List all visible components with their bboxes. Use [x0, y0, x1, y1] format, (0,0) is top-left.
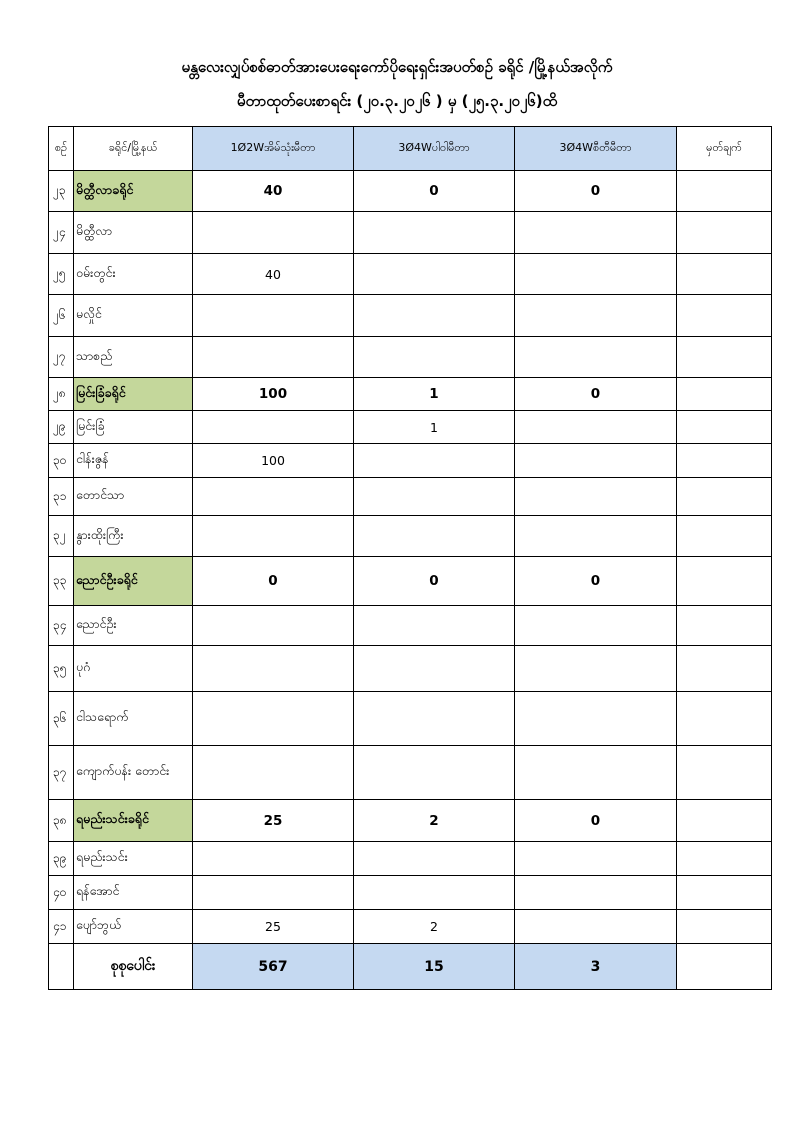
row-col2	[354, 842, 515, 876]
row-number: ၂၄	[49, 212, 74, 254]
header-name: ခရိုင်/မြို့နယ်	[74, 127, 193, 171]
row-col3	[515, 295, 677, 337]
total-col2: 15	[354, 944, 515, 990]
row-number: ၃၂	[49, 516, 74, 557]
township-row	[49, 842, 772, 876]
row-col3	[515, 444, 677, 478]
row-number: ၃၄	[49, 606, 74, 646]
row-col2	[354, 212, 515, 254]
row-remark	[677, 800, 772, 842]
row-col1: 0	[193, 557, 354, 606]
row-name: သာစည်	[74, 337, 193, 378]
township-row	[49, 444, 772, 478]
row-col2	[354, 444, 515, 478]
row-col3	[515, 692, 677, 746]
row-col1	[193, 876, 354, 910]
row-col3	[515, 646, 677, 692]
row-col2: 0	[354, 557, 515, 606]
row-col1	[193, 692, 354, 746]
row-remark	[677, 516, 772, 557]
row-col2	[354, 295, 515, 337]
row-number: ၃၈	[49, 800, 74, 842]
row-number: ၃၅	[49, 646, 74, 692]
township-row	[49, 692, 772, 746]
row-col3	[515, 411, 677, 444]
row-name: ရမည်းသင်း	[74, 842, 193, 876]
header-col1: 1Ø2Wအိမ်သုံးမီတာ	[193, 127, 354, 171]
row-col1: 40	[193, 254, 354, 295]
row-name: မိတ္ထီလာ	[74, 212, 193, 254]
row-number: ၂၉	[49, 411, 74, 444]
row-col3	[515, 516, 677, 557]
row-col2: 1	[354, 378, 515, 411]
row-name: မြင်းခြံ	[74, 411, 193, 444]
row-col3	[515, 876, 677, 910]
row-remark	[677, 842, 772, 876]
row-remark	[677, 295, 772, 337]
row-col2	[354, 746, 515, 800]
row-col3	[515, 478, 677, 516]
header-col2: 3Ø4Wပါဝါမီတာ	[354, 127, 515, 171]
row-number: ၃၉	[49, 842, 74, 876]
district-row	[49, 557, 772, 606]
row-number: ၃၀	[49, 444, 74, 478]
row-col3: 0	[515, 171, 677, 212]
township-row	[49, 516, 772, 557]
row-col3	[515, 842, 677, 876]
row-number: ၂၆	[49, 295, 74, 337]
township-row	[49, 876, 772, 910]
row-col1: 25	[193, 910, 354, 944]
row-col2	[354, 876, 515, 910]
row-col1	[193, 337, 354, 378]
row-col3	[515, 212, 677, 254]
row-col2	[354, 337, 515, 378]
row-name: ဝမ်းတွင်း	[74, 254, 193, 295]
row-name: ငါန်းဇွန်	[74, 444, 193, 478]
row-name: ပျော်ဘွယ်	[74, 910, 193, 944]
total-row	[49, 944, 772, 990]
total-col3: 3	[515, 944, 677, 990]
report-subtitle: မီတာထုတ်ပေးစာရင်း (၂၀.၃.၂၀၂၆ ) မှ (၂၅.၃.၂၀၂၆)ထိ	[236, 92, 558, 110]
row-name: တောင်သာ	[74, 478, 193, 516]
row-remark	[677, 212, 772, 254]
row-remark	[677, 171, 772, 212]
row-col1	[193, 842, 354, 876]
row-remark	[677, 337, 772, 378]
row-col2: 1	[354, 411, 515, 444]
report-title: မန္တလေးလျှပ်စစ်ဓာတ်အားပေးရေးကော်ပိုရေးရှင်းအပတ်စဉ် ခရိုင် /မြို့နယ်အလိုက်	[181, 58, 613, 76]
row-name: ရန်အောင်	[74, 876, 193, 910]
row-col2	[354, 478, 515, 516]
township-row	[49, 212, 772, 254]
row-name: ကျောက်ပန်း တောင်း	[74, 746, 193, 800]
header-no: စဉ်	[49, 127, 74, 171]
district-row	[49, 378, 772, 411]
township-row	[49, 337, 772, 378]
total-remark	[677, 944, 772, 990]
row-remark	[677, 606, 772, 646]
township-row	[49, 411, 772, 444]
row-col2	[354, 692, 515, 746]
township-row	[49, 910, 772, 944]
row-col1: 40	[193, 171, 354, 212]
row-col1: 100	[193, 444, 354, 478]
row-remark	[677, 557, 772, 606]
row-col1	[193, 646, 354, 692]
row-col2	[354, 646, 515, 692]
row-number: ၂၃	[49, 171, 74, 212]
township-row	[49, 746, 772, 800]
row-col3	[515, 606, 677, 646]
row-col3	[515, 254, 677, 295]
row-number: ၃၃	[49, 557, 74, 606]
total-col1: 567	[193, 944, 354, 990]
row-remark	[677, 646, 772, 692]
row-number: ၂၅	[49, 254, 74, 295]
row-col2: 2	[354, 800, 515, 842]
meter-table	[48, 126, 772, 990]
row-remark	[677, 444, 772, 478]
row-col3	[515, 746, 677, 800]
row-col3: 0	[515, 378, 677, 411]
row-col1	[193, 411, 354, 444]
row-col3: 0	[515, 557, 677, 606]
row-remark	[677, 378, 772, 411]
row-name: ညောင်ဦး	[74, 606, 193, 646]
row-col1	[193, 212, 354, 254]
row-remark	[677, 876, 772, 910]
row-col3	[515, 337, 677, 378]
row-name: ငါသရောက်	[74, 692, 193, 746]
row-col1: 100	[193, 378, 354, 411]
township-row	[49, 478, 772, 516]
row-remark	[677, 692, 772, 746]
row-number: ၃၆	[49, 692, 74, 746]
row-col3: 0	[515, 800, 677, 842]
header-col3: 3Ø4Wစီတီမီတာ	[515, 127, 677, 171]
row-name: မြင်းခြံခရိုင်	[74, 378, 193, 411]
row-col1	[193, 516, 354, 557]
row-name: ရမည်းသင်းခရိုင်	[74, 800, 193, 842]
row-remark	[677, 254, 772, 295]
township-row	[49, 646, 772, 692]
row-remark	[677, 411, 772, 444]
row-col1	[193, 746, 354, 800]
row-col1	[193, 295, 354, 337]
row-col2: 0	[354, 171, 515, 212]
header-remark: မှတ်ချက်	[677, 127, 772, 171]
row-name: ပုဂံ	[74, 646, 193, 692]
row-remark	[677, 478, 772, 516]
district-row	[49, 171, 772, 212]
row-number: ၄၀	[49, 876, 74, 910]
row-number: ၃၁	[49, 478, 74, 516]
total-label: စုစုပေါင်း	[74, 944, 193, 990]
row-col2: 2	[354, 910, 515, 944]
township-row	[49, 606, 772, 646]
row-col1	[193, 606, 354, 646]
district-row	[49, 800, 772, 842]
row-name: မိတ္ထီလာခရိုင်	[74, 171, 193, 212]
row-col2	[354, 606, 515, 646]
row-number: ၂၈	[49, 378, 74, 411]
row-name: ညောင်ဦးခရိုင်	[74, 557, 193, 606]
row-number: ၄၁	[49, 910, 74, 944]
row-number: ၃၇	[49, 746, 74, 800]
row-col1: 25	[193, 800, 354, 842]
township-row	[49, 295, 772, 337]
row-col2	[354, 516, 515, 557]
row-remark	[677, 910, 772, 944]
total-no	[49, 944, 74, 990]
row-name: မလှိုင်	[74, 295, 193, 337]
row-number: ၂၇	[49, 337, 74, 378]
row-col3	[515, 910, 677, 944]
row-remark	[677, 746, 772, 800]
township-row	[49, 254, 772, 295]
row-col1	[193, 478, 354, 516]
header-row	[49, 127, 772, 171]
row-col2	[354, 254, 515, 295]
row-name: နွားထိုးကြီး	[74, 516, 193, 557]
